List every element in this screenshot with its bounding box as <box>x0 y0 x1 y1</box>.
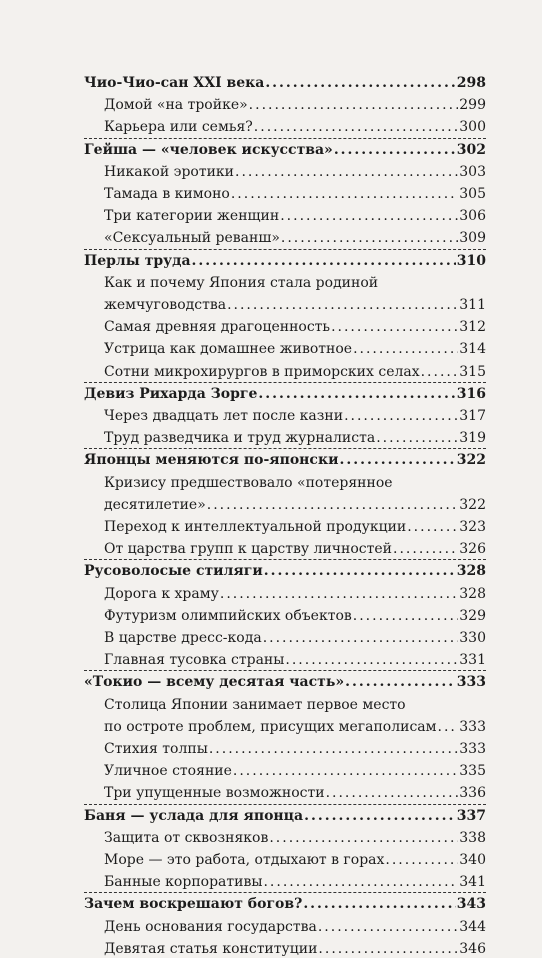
toc-section-entry[interactable] <box>84 451 486 469</box>
toc-page-number: 338 <box>459 829 486 846</box>
toc-entry-title: Переход к интеллектуальной продукции <box>104 519 407 535</box>
toc-entry-title: Чио-Чио-сан XXI века <box>84 75 265 91</box>
toc-page-number: 309 <box>459 230 486 247</box>
toc-entry-title: «Сексуальный реванш» <box>104 230 280 247</box>
toc-subentry[interactable] <box>104 829 486 847</box>
section-divider <box>84 559 486 560</box>
toc-entry-title: В царстве дресс-кода <box>104 630 262 646</box>
toc-entry-title: Три категории женщин <box>104 208 280 225</box>
toc-page-number: 317 <box>459 408 486 424</box>
dot-leader <box>353 607 458 625</box>
toc-entry-title: Дорога к храму <box>104 585 219 602</box>
toc-page-number: 326 <box>459 541 486 558</box>
toc-entry-title: Море — это работа, отдыхают в горах <box>104 852 385 868</box>
toc-subentry[interactable] <box>104 873 486 891</box>
section-divider <box>84 138 486 139</box>
toc-section-entry[interactable] <box>84 895 486 913</box>
dot-leader <box>249 96 459 114</box>
toc-page-number: 343 <box>456 896 486 913</box>
toc-subentry[interactable] <box>104 585 486 603</box>
toc-page-number: 311 <box>459 297 486 313</box>
toc-entry-title: Гейша — «человек искусства» <box>84 141 333 158</box>
toc-page-number: 328 <box>456 563 486 580</box>
toc-subentry[interactable] <box>104 229 486 247</box>
toc-section-entry[interactable] <box>84 385 486 403</box>
toc-section-entry[interactable] <box>84 74 486 92</box>
toc-subentry[interactable] <box>104 740 486 758</box>
toc-entry-title-line1: Столица Японии занимает первое место <box>104 696 406 713</box>
toc-section-entry[interactable] <box>84 673 486 691</box>
toc-subentry[interactable] <box>104 540 486 558</box>
dot-leader <box>192 252 456 270</box>
section-divider <box>84 249 486 250</box>
toc-subentry[interactable] <box>104 340 486 358</box>
toc-page-number: 322 <box>459 496 486 513</box>
toc-page-number: 306 <box>459 208 486 225</box>
toc-entry-title: Уличное стояние <box>104 763 232 780</box>
toc-entry-title: «Токио — всему десятая часть» <box>84 674 345 691</box>
toc-subentry[interactable] <box>104 96 486 114</box>
dot-leader <box>269 829 458 847</box>
toc-entry-title-line1: Как и почему Япония стала родиной <box>104 274 379 291</box>
toc-page-number: 316 <box>456 385 486 402</box>
toc-page-number: 329 <box>459 607 486 624</box>
dot-leader <box>353 340 458 358</box>
toc-page-number: 331 <box>459 652 486 669</box>
section-divider <box>84 448 486 449</box>
dot-leader <box>207 496 459 514</box>
toc-section-entry[interactable] <box>84 252 486 270</box>
toc-entry-title: Никакой эротики <box>104 163 234 180</box>
toc-page-number: 302 <box>456 141 486 158</box>
dot-leader <box>344 407 458 425</box>
dot-leader <box>209 740 458 758</box>
toc-subentry[interactable] <box>104 718 486 736</box>
dot-leader <box>280 207 458 225</box>
toc-entry-title: Домой «на тройке» <box>104 97 248 114</box>
dot-leader <box>220 585 458 603</box>
toc-entry-title: Самая древняя драгоценность <box>104 319 331 336</box>
toc-page-number: 300 <box>459 119 486 136</box>
toc-subentry[interactable] <box>104 318 486 336</box>
toc-page-number: 340 <box>459 852 486 868</box>
toc-section-entry[interactable] <box>84 141 486 159</box>
dot-leader <box>304 807 456 825</box>
toc-page-number: 344 <box>459 918 486 935</box>
dot-leader <box>331 318 458 336</box>
section-divider <box>84 892 486 893</box>
toc-subentry[interactable] <box>104 851 486 869</box>
toc-page-number: 335 <box>459 763 486 780</box>
toc-subentry[interactable] <box>104 296 486 314</box>
toc-entry-title: жемчуговодства <box>104 297 227 313</box>
dot-leader <box>385 851 458 869</box>
toc-page-number: 319 <box>459 430 486 447</box>
dot-leader <box>285 651 458 669</box>
toc-subentry[interactable] <box>104 407 486 425</box>
toc-entry-title: Банные корпоративы <box>104 874 263 891</box>
toc-section-entry[interactable] <box>84 562 486 580</box>
toc-entry-title: Русоволосые стиляги <box>84 563 263 580</box>
toc-entry-title: Главная тусовка страны <box>104 652 285 669</box>
toc-entry-title: Устрица как домашнее животное <box>104 341 353 358</box>
toc-entry-title: Девятая статья конституции <box>104 940 318 957</box>
dot-leader <box>258 385 455 403</box>
toc-page-number: 333 <box>459 718 486 735</box>
toc-subentry[interactable] <box>104 607 486 625</box>
toc-entry-title: Через двадцать лет после казни <box>104 408 344 424</box>
toc-entry-title: Стихия толпы <box>104 741 208 757</box>
toc-entry-title: Зачем воскрешают богов? <box>84 896 303 913</box>
dot-leader <box>254 118 458 136</box>
toc-subentry[interactable] <box>104 762 486 780</box>
dot-leader <box>231 185 458 203</box>
section-divider <box>84 804 486 805</box>
toc-entry-title: Защита от сквозняков <box>104 829 269 846</box>
dot-leader <box>339 451 455 469</box>
toc-entry-title: по остроте проблем, присущих мегаполисам <box>104 718 437 735</box>
toc-page-number: 312 <box>459 319 486 336</box>
toc-subentry[interactable] <box>104 918 486 936</box>
toc-subentry[interactable] <box>104 163 486 181</box>
toc-entry-title: От царства групп к царству личностей <box>104 541 393 558</box>
toc-page-number: 337 <box>456 807 486 824</box>
toc-page-number: 303 <box>459 163 486 180</box>
toc-entry-title-line1: Кризису предшествовало «потерянное <box>104 474 393 491</box>
dot-leader <box>233 762 458 780</box>
toc-entry-title: Японцы меняются по-японски <box>84 452 339 469</box>
toc-subentry[interactable] <box>104 185 486 203</box>
dot-leader <box>345 673 456 691</box>
dot-leader <box>376 429 458 447</box>
toc-page-number: 323 <box>459 519 486 535</box>
toc-subentry[interactable] <box>104 629 486 647</box>
toc-entry-title: Сотни микрохирургов в приморских селах <box>104 363 420 380</box>
dot-leader <box>393 540 458 558</box>
dot-leader <box>264 562 456 580</box>
dot-leader <box>334 141 456 159</box>
dot-leader <box>318 918 458 936</box>
dot-leader <box>318 940 458 958</box>
toc-subentry[interactable] <box>104 518 486 536</box>
toc-page-number: 310 <box>456 252 486 269</box>
dot-leader <box>407 518 458 536</box>
toc-subentry[interactable] <box>104 496 486 514</box>
dot-leader <box>227 296 458 314</box>
dot-leader <box>265 74 455 92</box>
toc-subentry[interactable] <box>104 207 486 225</box>
toc-subentry[interactable] <box>104 429 486 447</box>
dot-leader <box>263 629 459 647</box>
toc-page-number: 299 <box>459 97 486 114</box>
dot-leader <box>421 363 459 381</box>
toc-entry-title: десятилетие» <box>104 496 206 513</box>
toc-page-number: 333 <box>459 741 486 757</box>
toc-subentry[interactable] <box>104 784 486 802</box>
toc-entry-title: Девиз Рихарда Зорге <box>84 385 258 402</box>
toc-page-number: 305 <box>459 186 486 202</box>
toc-page-number: 314 <box>459 341 486 358</box>
toc-entry-title: Футуризм олимпийских объектов <box>104 607 352 624</box>
toc-entry-title: Тамада в кимоно <box>104 186 230 202</box>
toc-page-number: 336 <box>459 785 486 802</box>
toc-entry-title: Три упущенные возможности <box>104 785 325 802</box>
dot-leader <box>326 784 459 802</box>
toc-entry-title: Перлы труда <box>84 252 191 269</box>
toc-page-number: 333 <box>456 674 486 691</box>
toc-page-number: 298 <box>456 75 486 91</box>
toc-page-number: 330 <box>459 630 486 646</box>
section-divider <box>84 670 486 671</box>
toc-entry-title: День основания государства <box>104 918 317 935</box>
toc-subentry[interactable] <box>104 940 486 958</box>
toc-entry-title: Карьера или семья? <box>104 119 253 136</box>
dot-leader <box>438 718 459 736</box>
toc-subentry[interactable] <box>104 651 486 669</box>
section-divider <box>84 382 486 383</box>
dot-leader <box>281 229 458 247</box>
dot-leader <box>235 163 458 181</box>
toc-entry-title: Баня — услада для японца <box>84 807 304 824</box>
toc-section-entry[interactable] <box>84 807 486 825</box>
toc-subentry[interactable] <box>104 118 486 136</box>
toc-page-number: 346 <box>459 940 486 957</box>
dot-leader <box>263 873 458 891</box>
toc-subentry[interactable] <box>104 363 486 381</box>
toc-page-number: 341 <box>459 874 486 891</box>
toc-page-number: 322 <box>456 452 486 469</box>
toc-page-number: 315 <box>459 363 486 380</box>
toc-page-number: 328 <box>459 585 486 602</box>
toc-entry-title: Труд разведчика и труд журналиста <box>104 430 376 447</box>
dot-leader <box>303 895 455 913</box>
